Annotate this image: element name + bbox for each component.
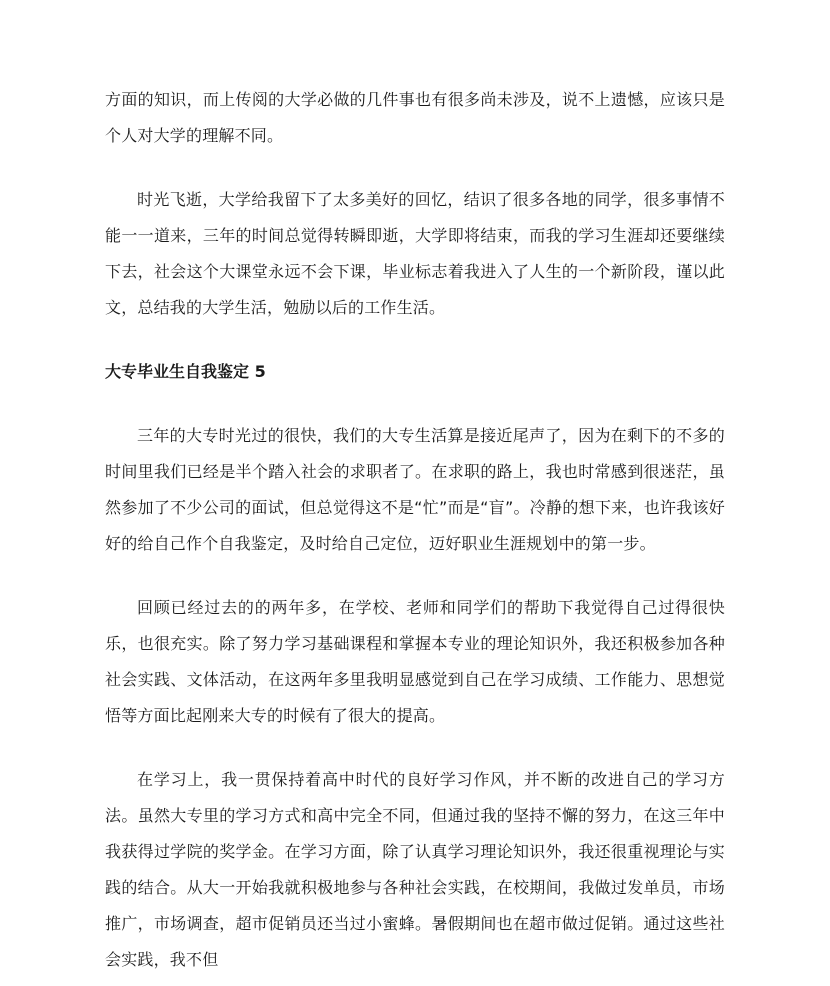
paragraph-1: 方面的知识，而上传阅的大学必做的几件事也有很多尚未涉及，说不上遗憾，应该只是个人对大学的理解不同。 <box>105 90 725 145</box>
paragraph-2: 时光飞逝，大学给我留下了太多美好的回忆，结识了很多各地的同学，很多事情不能一一道来，三年的时间总觉得转瞬即逝，大学即将结束，而我的学习生涯却还要继续下去，社会这个大课堂永远不会下课，毕业标志着我进入了人生的一个新阶段，谨以此文，总结我的大学生活，勉励以后的工作生活。 <box>105 190 725 317</box>
section-paragraph-1: 三年的大专时光过的很快，我们的大专生活算是接近尾声了，因为在剩下的不多的时间里我们已经是半个踏入社会的求职者了。在求职的路上，我也时常感到很迷茫，虽然参加了不少公司的面试，但总觉得这不是“忙”而是“盲”。冷静的想下来，也许我该好好的给自己作个自我鉴定，及时给自己定位，迈好职业生涯规划中的第一步。 <box>105 426 725 553</box>
document-page <box>105 82 725 978</box>
section-paragraph-3: 在学习上，我一贯保持着高中时代的良好学习作风，并不断的改进自己的学习方法。虽然大专里的学习方式和高中完全不同，但通过我的坚持不懈的努力，在这三年中我获得过学院的奖学金。在学习方面，除了认真学习理论知识外，我还很重视理论与实践的结合。从大一开始我就积极地参与各种社会实践，在校期间，我做过发单员，市场推广，市场调查，超市促销员还当过小蜜蜂。暑假期间也在超市做过促销。通过这些社会实践，我不但 <box>105 770 725 969</box>
section-heading: 大专毕业生自我鉴定 5 <box>105 362 266 381</box>
section-paragraph-2: 回顾已经过去的的两年多，在学校、老师和同学们的帮助下我觉得自己过得很快乐，也很充实。除了努力学习基础课程和掌握本专业的理论知识外，我还积极参加各种社会实践、文体活动，在这两年多里我明显感觉到自己在学习成绩、工作能力、思想觉悟等方面比起刚来大专的时候有了很大的提高。 <box>105 598 725 725</box>
